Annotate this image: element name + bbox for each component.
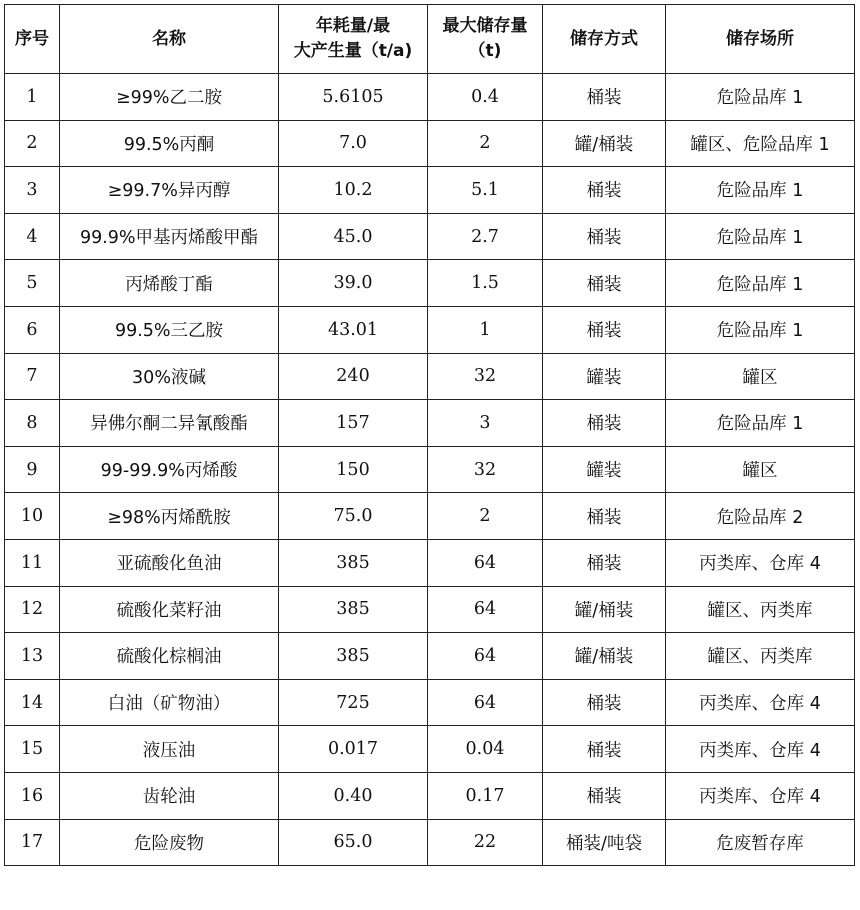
cell-annual: 240 <box>279 353 428 400</box>
cell-name: 液压油 <box>60 726 279 773</box>
cell-name: 硫酸化菜籽油 <box>60 586 279 633</box>
cell-place: 危险品库 1 <box>666 213 855 260</box>
cell-method: 桶装 <box>543 539 666 586</box>
cell-place: 丙类库、仓库 4 <box>666 772 855 819</box>
cell-method: 桶装 <box>543 167 666 214</box>
table-row <box>5 772 855 819</box>
header-name: 名称 <box>60 5 279 74</box>
cell-name: ≥99%乙二胺 <box>60 74 279 121</box>
cell-annual: 0.40 <box>279 772 428 819</box>
cell-place: 危险品库 1 <box>666 306 855 353</box>
cell-name: 99.5%三乙胺 <box>60 306 279 353</box>
cell-no: 5 <box>5 260 60 307</box>
header-row <box>5 5 855 74</box>
cell-max: 3 <box>428 400 543 447</box>
cell-no: 12 <box>5 586 60 633</box>
cell-no: 10 <box>5 493 60 540</box>
cell-method: 桶装 <box>543 306 666 353</box>
cell-annual: 0.017 <box>279 726 428 773</box>
cell-name: ≥99.7%异丙醇 <box>60 167 279 214</box>
cell-no: 11 <box>5 539 60 586</box>
cell-method: 桶装 <box>543 213 666 260</box>
cell-no: 14 <box>5 679 60 726</box>
cell-place: 危废暂存库 <box>666 819 855 866</box>
header-place: 储存场所 <box>666 5 855 74</box>
cell-place: 丙类库、仓库 4 <box>666 679 855 726</box>
table-row <box>5 679 855 726</box>
cell-max: 0.04 <box>428 726 543 773</box>
cell-no: 3 <box>5 167 60 214</box>
cell-name: 白油（矿物油） <box>60 679 279 726</box>
table-row <box>5 120 855 167</box>
cell-annual: 385 <box>279 586 428 633</box>
header-max-line2: （t) <box>468 41 502 61</box>
cell-place: 危险品库 1 <box>666 74 855 121</box>
table-body <box>5 74 855 866</box>
cell-no: 13 <box>5 633 60 680</box>
table-row <box>5 260 855 307</box>
table-row <box>5 306 855 353</box>
cell-max: 2.7 <box>428 213 543 260</box>
header-max-storage <box>428 5 543 74</box>
cell-method: 桶装 <box>543 772 666 819</box>
cell-no: 6 <box>5 306 60 353</box>
cell-place: 丙类库、仓库 4 <box>666 726 855 773</box>
cell-annual: 157 <box>279 400 428 447</box>
header-method: 储存方式 <box>543 5 666 74</box>
cell-name: 丙烯酸丁酯 <box>60 260 279 307</box>
cell-method: 罐装 <box>543 446 666 493</box>
table-row <box>5 400 855 447</box>
cell-name: 30%液碱 <box>60 353 279 400</box>
cell-method: 罐/桶装 <box>543 586 666 633</box>
cell-name: 硫酸化棕榈油 <box>60 633 279 680</box>
cell-method: 桶装/吨袋 <box>543 819 666 866</box>
cell-method: 桶装 <box>543 493 666 540</box>
table-row <box>5 167 855 214</box>
cell-annual: 10.2 <box>279 167 428 214</box>
cell-no: 2 <box>5 120 60 167</box>
cell-place: 罐区、丙类库 <box>666 633 855 680</box>
cell-name: 99-99.9%丙烯酸 <box>60 446 279 493</box>
cell-method: 桶装 <box>543 400 666 447</box>
cell-max: 5.1 <box>428 167 543 214</box>
cell-max: 2 <box>428 120 543 167</box>
cell-annual: 385 <box>279 539 428 586</box>
cell-method: 桶装 <box>543 679 666 726</box>
table-row <box>5 586 855 633</box>
cell-max: 1 <box>428 306 543 353</box>
cell-method: 罐/桶装 <box>543 120 666 167</box>
cell-max: 0.4 <box>428 74 543 121</box>
cell-annual: 385 <box>279 633 428 680</box>
header-annual <box>279 5 428 74</box>
cell-max: 0.17 <box>428 772 543 819</box>
cell-no: 7 <box>5 353 60 400</box>
cell-place: 丙类库、仓库 4 <box>666 539 855 586</box>
cell-max: 64 <box>428 539 543 586</box>
cell-name: 99.5%丙酮 <box>60 120 279 167</box>
cell-place: 罐区 <box>666 353 855 400</box>
cell-no: 1 <box>5 74 60 121</box>
cell-name: 齿轮油 <box>60 772 279 819</box>
table-row <box>5 493 855 540</box>
cell-annual: 75.0 <box>279 493 428 540</box>
cell-place: 危险品库 1 <box>666 260 855 307</box>
table-row <box>5 213 855 260</box>
header-annual-line1: 年耗量/最 <box>315 16 391 36</box>
header-annual-line2: 大产生量（t/a) <box>293 41 413 61</box>
table-header <box>5 5 855 74</box>
table-row <box>5 353 855 400</box>
table-row <box>5 446 855 493</box>
cell-name: 异佛尔酮二异氰酸酯 <box>60 400 279 447</box>
cell-max: 64 <box>428 586 543 633</box>
cell-max: 32 <box>428 353 543 400</box>
header-no: 序号 <box>5 5 60 74</box>
cell-name: 亚硫酸化鱼油 <box>60 539 279 586</box>
cell-max: 1.5 <box>428 260 543 307</box>
cell-annual: 45.0 <box>279 213 428 260</box>
cell-no: 4 <box>5 213 60 260</box>
header-max-line1: 最大储存量 <box>442 16 528 36</box>
cell-method: 桶装 <box>543 74 666 121</box>
cell-annual: 150 <box>279 446 428 493</box>
cell-annual: 725 <box>279 679 428 726</box>
cell-place: 罐区 <box>666 446 855 493</box>
cell-place: 危险品库 1 <box>666 167 855 214</box>
table-row <box>5 819 855 866</box>
cell-max: 2 <box>428 493 543 540</box>
cell-place: 危险品库 1 <box>666 400 855 447</box>
cell-annual: 7.0 <box>279 120 428 167</box>
cell-method: 罐/桶装 <box>543 633 666 680</box>
table-row <box>5 539 855 586</box>
cell-no: 16 <box>5 772 60 819</box>
cell-annual: 43.01 <box>279 306 428 353</box>
cell-place: 危险品库 2 <box>666 493 855 540</box>
cell-place: 罐区、危险品库 1 <box>666 120 855 167</box>
cell-place: 罐区、丙类库 <box>666 586 855 633</box>
cell-name: 99.9%甲基丙烯酸甲酯 <box>60 213 279 260</box>
cell-no: 9 <box>5 446 60 493</box>
storage-table <box>4 4 855 866</box>
cell-method: 桶装 <box>543 260 666 307</box>
cell-max: 64 <box>428 633 543 680</box>
cell-name: 危险废物 <box>60 819 279 866</box>
table-row <box>5 633 855 680</box>
cell-max: 64 <box>428 679 543 726</box>
cell-annual: 5.6105 <box>279 74 428 121</box>
cell-no: 17 <box>5 819 60 866</box>
cell-name: ≥98%丙烯酰胺 <box>60 493 279 540</box>
cell-no: 15 <box>5 726 60 773</box>
cell-method: 桶装 <box>543 726 666 773</box>
cell-max: 32 <box>428 446 543 493</box>
cell-no: 8 <box>5 400 60 447</box>
table-row <box>5 726 855 773</box>
cell-method: 罐装 <box>543 353 666 400</box>
cell-max: 22 <box>428 819 543 866</box>
cell-annual: 65.0 <box>279 819 428 866</box>
cell-annual: 39.0 <box>279 260 428 307</box>
table-row <box>5 74 855 121</box>
